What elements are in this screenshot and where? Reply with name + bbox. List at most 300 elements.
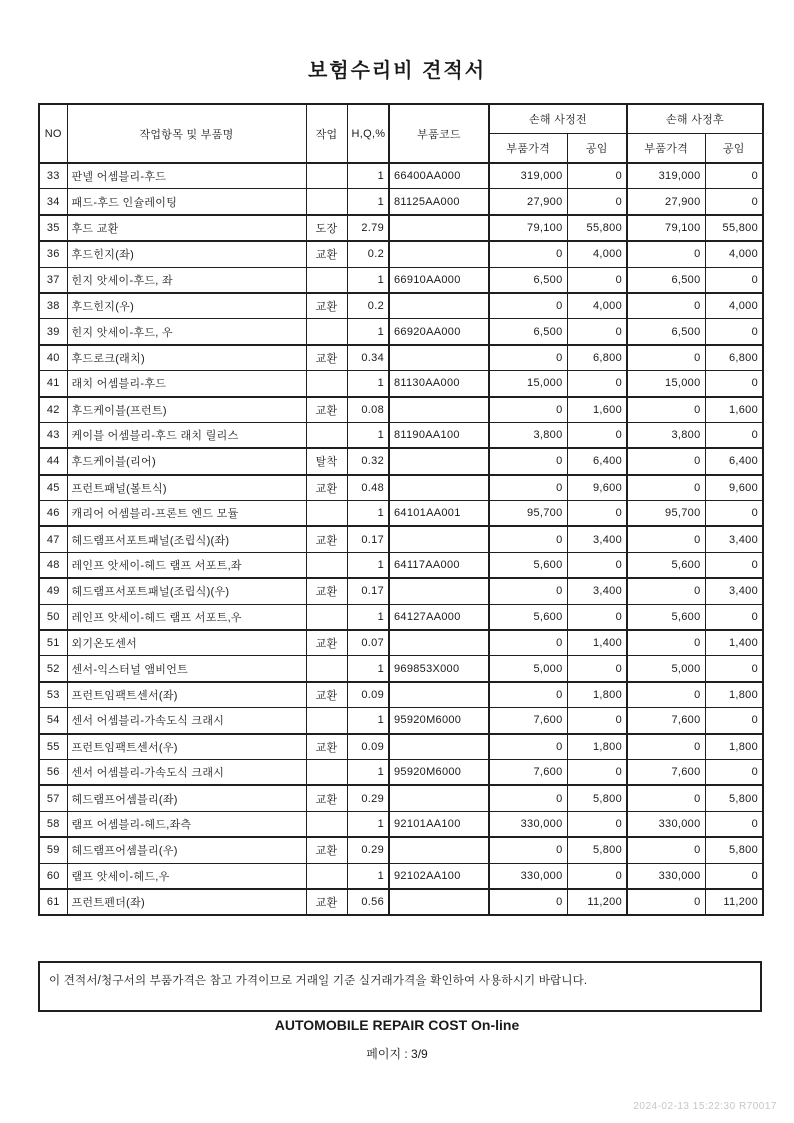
cell-item: 후드 교환 bbox=[67, 215, 306, 241]
cell-after-labor: 0 bbox=[705, 422, 763, 448]
cell-work: 교환 bbox=[306, 889, 347, 915]
table-row bbox=[39, 708, 763, 734]
cell-after-part-price: 79,100 bbox=[627, 215, 705, 241]
cell-before-part-price: 0 bbox=[489, 448, 567, 474]
cell-before-part-price: 0 bbox=[489, 475, 567, 501]
cell-no: 56 bbox=[39, 759, 67, 785]
cell-after-labor: 9,600 bbox=[705, 475, 763, 501]
cell-no: 41 bbox=[39, 371, 67, 397]
cell-no: 60 bbox=[39, 863, 67, 889]
cell-no: 55 bbox=[39, 734, 67, 760]
cell-after-part-price: 0 bbox=[627, 448, 705, 474]
table-row bbox=[39, 682, 763, 708]
cell-before-labor: 1,800 bbox=[567, 682, 627, 708]
cell-before-labor: 0 bbox=[567, 811, 627, 837]
cell-before-labor: 0 bbox=[567, 371, 627, 397]
cell-after-part-price: 0 bbox=[627, 345, 705, 371]
table-row bbox=[39, 319, 763, 345]
cell-after-labor: 3,400 bbox=[705, 526, 763, 552]
cell-after-labor: 0 bbox=[705, 163, 763, 189]
header-after-group: 손해 사정후 bbox=[627, 104, 763, 134]
cell-part-code bbox=[389, 734, 489, 760]
cell-before-labor: 0 bbox=[567, 501, 627, 527]
cell-part-code: 81190AA100 bbox=[389, 422, 489, 448]
cell-after-labor: 0 bbox=[705, 501, 763, 527]
cell-item: 힌지 앗세이-후드, 우 bbox=[67, 319, 306, 345]
cell-work bbox=[306, 759, 347, 785]
cell-before-labor: 5,800 bbox=[567, 837, 627, 863]
cell-part-code: 81130AA000 bbox=[389, 371, 489, 397]
cell-before-part-price: 5,000 bbox=[489, 656, 567, 682]
header-before-part-price: 부품가격 bbox=[489, 134, 567, 164]
cell-before-part-price: 0 bbox=[489, 837, 567, 863]
cell-hq: 1 bbox=[347, 163, 389, 189]
table-row bbox=[39, 759, 763, 785]
cell-before-part-price: 0 bbox=[489, 526, 567, 552]
cell-after-labor: 1,600 bbox=[705, 397, 763, 423]
cell-after-part-price: 0 bbox=[627, 293, 705, 319]
cell-after-labor: 0 bbox=[705, 319, 763, 345]
cell-hq: 1 bbox=[347, 267, 389, 293]
cell-before-labor: 0 bbox=[567, 656, 627, 682]
cell-work: 교환 bbox=[306, 734, 347, 760]
cell-hq: 0.07 bbox=[347, 630, 389, 656]
table-row bbox=[39, 604, 763, 630]
cell-part-code: 64127AA000 bbox=[389, 604, 489, 630]
cell-after-labor: 5,800 bbox=[705, 837, 763, 863]
cell-before-part-price: 0 bbox=[489, 630, 567, 656]
cell-after-labor: 4,000 bbox=[705, 293, 763, 319]
page-number: 페이지 : 3/9 bbox=[366, 1047, 428, 1061]
table-row bbox=[39, 889, 763, 915]
cell-part-code: 92102AA100 bbox=[389, 863, 489, 889]
cell-after-labor: 1,400 bbox=[705, 630, 763, 656]
cell-work: 교환 bbox=[306, 475, 347, 501]
cell-after-labor: 0 bbox=[705, 552, 763, 578]
cell-hq: 1 bbox=[347, 319, 389, 345]
cell-work bbox=[306, 708, 347, 734]
cell-after-part-price: 7,600 bbox=[627, 759, 705, 785]
cell-no: 34 bbox=[39, 189, 67, 215]
cell-before-part-price: 0 bbox=[489, 241, 567, 267]
cell-item: 패드-후드 인슐레이팅 bbox=[67, 189, 306, 215]
cell-no: 43 bbox=[39, 422, 67, 448]
cell-before-labor: 0 bbox=[567, 319, 627, 345]
cell-no: 36 bbox=[39, 241, 67, 267]
cell-after-part-price: 0 bbox=[627, 682, 705, 708]
cell-after-labor: 1,800 bbox=[705, 734, 763, 760]
cell-item: 판넬 어셈블리-후드 bbox=[67, 163, 306, 189]
cell-before-part-price: 5,600 bbox=[489, 552, 567, 578]
cell-work bbox=[306, 267, 347, 293]
cell-item: 헤드램프어셈블리(좌) bbox=[67, 785, 306, 811]
cell-no: 49 bbox=[39, 578, 67, 604]
notice-box bbox=[38, 961, 762, 1012]
cell-item: 프런트펜더(좌) bbox=[67, 889, 306, 915]
cell-after-labor: 0 bbox=[705, 863, 763, 889]
cell-item: 프런트임팩트센서(우) bbox=[67, 734, 306, 760]
cell-before-part-price: 0 bbox=[489, 578, 567, 604]
cell-no: 40 bbox=[39, 345, 67, 371]
cell-part-code bbox=[389, 837, 489, 863]
table-header bbox=[39, 104, 763, 163]
cell-before-labor: 3,400 bbox=[567, 526, 627, 552]
table-row bbox=[39, 215, 763, 241]
cell-no: 33 bbox=[39, 163, 67, 189]
cell-item: 래치 어셈블리-후드 bbox=[67, 371, 306, 397]
cell-work bbox=[306, 604, 347, 630]
cell-after-part-price: 0 bbox=[627, 397, 705, 423]
cell-before-labor: 0 bbox=[567, 163, 627, 189]
table-row bbox=[39, 397, 763, 423]
cell-before-part-price: 7,600 bbox=[489, 759, 567, 785]
cell-no: 45 bbox=[39, 475, 67, 501]
cell-no: 47 bbox=[39, 526, 67, 552]
cell-item: 헤드램프서포트패널(조립식)(좌) bbox=[67, 526, 306, 552]
cell-hq: 2.79 bbox=[347, 215, 389, 241]
cell-item: 후드로크(래치) bbox=[67, 345, 306, 371]
cell-after-labor: 6,400 bbox=[705, 448, 763, 474]
cell-before-labor: 0 bbox=[567, 552, 627, 578]
table-row bbox=[39, 475, 763, 501]
cell-no: 48 bbox=[39, 552, 67, 578]
cell-work: 교환 bbox=[306, 578, 347, 604]
cell-no: 39 bbox=[39, 319, 67, 345]
cell-after-part-price: 0 bbox=[627, 241, 705, 267]
cell-no: 46 bbox=[39, 501, 67, 527]
cell-part-code: 66910AA000 bbox=[389, 267, 489, 293]
estimate-table bbox=[38, 103, 764, 916]
cell-hq: 0.09 bbox=[347, 734, 389, 760]
cell-after-labor: 1,800 bbox=[705, 682, 763, 708]
print-timestamp: 2024-02-13 15:22:30 R70017 bbox=[633, 1101, 777, 1112]
cell-no: 61 bbox=[39, 889, 67, 915]
cell-before-labor: 5,800 bbox=[567, 785, 627, 811]
table-row bbox=[39, 422, 763, 448]
cell-before-labor: 3,400 bbox=[567, 578, 627, 604]
cell-after-part-price: 95,700 bbox=[627, 501, 705, 527]
cell-before-labor: 0 bbox=[567, 189, 627, 215]
table-row bbox=[39, 448, 763, 474]
cell-part-code bbox=[389, 578, 489, 604]
cell-before-part-price: 6,500 bbox=[489, 319, 567, 345]
cell-before-labor: 9,600 bbox=[567, 475, 627, 501]
cell-after-part-price: 0 bbox=[627, 578, 705, 604]
cell-work bbox=[306, 189, 347, 215]
cell-item: 램프 앗세이-헤드,우 bbox=[67, 863, 306, 889]
cell-part-code bbox=[389, 475, 489, 501]
cell-before-labor: 0 bbox=[567, 422, 627, 448]
table-row bbox=[39, 811, 763, 837]
table-row bbox=[39, 241, 763, 267]
table-row bbox=[39, 293, 763, 319]
header-work: 작업 bbox=[306, 104, 347, 163]
cell-part-code bbox=[389, 526, 489, 552]
cell-no: 51 bbox=[39, 630, 67, 656]
cell-part-code bbox=[389, 448, 489, 474]
cell-after-part-price: 0 bbox=[627, 889, 705, 915]
cell-work bbox=[306, 422, 347, 448]
table-row bbox=[39, 630, 763, 656]
cell-no: 42 bbox=[39, 397, 67, 423]
cell-work bbox=[306, 552, 347, 578]
cell-item: 레인프 앗세이-헤드 램프 서포트,우 bbox=[67, 604, 306, 630]
header-item: 작업항목 및 부품명 bbox=[67, 104, 306, 163]
cell-after-part-price: 3,800 bbox=[627, 422, 705, 448]
cell-hq: 0.2 bbox=[347, 241, 389, 267]
table-row bbox=[39, 552, 763, 578]
cell-hq: 0.17 bbox=[347, 578, 389, 604]
cell-hq: 1 bbox=[347, 501, 389, 527]
cell-item: 램프 어셈블리-헤드,좌측 bbox=[67, 811, 306, 837]
cell-work: 교환 bbox=[306, 293, 347, 319]
cell-after-part-price: 5,600 bbox=[627, 552, 705, 578]
cell-after-labor: 11,200 bbox=[705, 889, 763, 915]
header-before-labor: 공임 bbox=[567, 134, 627, 164]
cell-hq: 0.56 bbox=[347, 889, 389, 915]
cell-work: 교환 bbox=[306, 526, 347, 552]
cell-hq: 1 bbox=[347, 759, 389, 785]
table-row bbox=[39, 578, 763, 604]
cell-hq: 1 bbox=[347, 604, 389, 630]
cell-no: 58 bbox=[39, 811, 67, 837]
cell-no: 52 bbox=[39, 656, 67, 682]
cell-work bbox=[306, 656, 347, 682]
cell-before-labor: 0 bbox=[567, 267, 627, 293]
cell-hq: 1 bbox=[347, 863, 389, 889]
notice-text: 이 견적서/청구서의 부품가격은 참고 가격이므로 거래일 기준 실거래가격을 확인하여 사용하시기 바랍니다. bbox=[49, 975, 588, 987]
cell-after-labor: 0 bbox=[705, 656, 763, 682]
cell-after-labor: 0 bbox=[705, 189, 763, 215]
cell-work bbox=[306, 501, 347, 527]
cell-work: 교환 bbox=[306, 682, 347, 708]
cell-before-part-price: 6,500 bbox=[489, 267, 567, 293]
cell-before-labor: 0 bbox=[567, 708, 627, 734]
cell-part-code: 95920M6000 bbox=[389, 759, 489, 785]
cell-hq: 0.29 bbox=[347, 785, 389, 811]
table-row bbox=[39, 163, 763, 189]
cell-hq: 1 bbox=[347, 371, 389, 397]
cell-before-labor: 0 bbox=[567, 863, 627, 889]
cell-before-part-price: 95,700 bbox=[489, 501, 567, 527]
cell-after-part-price: 7,600 bbox=[627, 708, 705, 734]
cell-after-part-price: 0 bbox=[627, 734, 705, 760]
cell-part-code: 95920M6000 bbox=[389, 708, 489, 734]
cell-after-labor: 0 bbox=[705, 811, 763, 837]
cell-after-part-price: 0 bbox=[627, 837, 705, 863]
table-body bbox=[39, 163, 763, 915]
table-row bbox=[39, 656, 763, 682]
table-row bbox=[39, 189, 763, 215]
cell-before-part-price: 0 bbox=[489, 734, 567, 760]
cell-hq: 0.32 bbox=[347, 448, 389, 474]
cell-work bbox=[306, 863, 347, 889]
cell-hq: 0.09 bbox=[347, 682, 389, 708]
cell-part-code: 969853X000 bbox=[389, 656, 489, 682]
table-row bbox=[39, 863, 763, 889]
cell-after-part-price: 15,000 bbox=[627, 371, 705, 397]
cell-after-part-price: 27,900 bbox=[627, 189, 705, 215]
cell-part-code: 64117AA000 bbox=[389, 552, 489, 578]
cell-after-labor: 0 bbox=[705, 371, 763, 397]
cell-part-code bbox=[389, 682, 489, 708]
cell-item: 후드케이블(리어) bbox=[67, 448, 306, 474]
cell-after-part-price: 0 bbox=[627, 785, 705, 811]
brand-text: AUTOMOBILE REPAIR COST On-line bbox=[274, 1017, 520, 1033]
cell-before-part-price: 0 bbox=[489, 889, 567, 915]
cell-before-part-price: 0 bbox=[489, 785, 567, 811]
cell-item: 후드힌지(우) bbox=[67, 293, 306, 319]
cell-hq: 0.2 bbox=[347, 293, 389, 319]
cell-hq: 1 bbox=[347, 708, 389, 734]
cell-work: 교환 bbox=[306, 345, 347, 371]
cell-hq: 0.08 bbox=[347, 397, 389, 423]
cell-no: 37 bbox=[39, 267, 67, 293]
cell-work: 탈착 bbox=[306, 448, 347, 474]
cell-after-labor: 4,000 bbox=[705, 241, 763, 267]
cell-after-part-price: 0 bbox=[627, 475, 705, 501]
cell-before-part-price: 27,900 bbox=[489, 189, 567, 215]
cell-after-labor: 5,800 bbox=[705, 785, 763, 811]
cell-hq: 0.29 bbox=[347, 837, 389, 863]
cell-item: 케이블 어셈블리-후드 래치 릴리스 bbox=[67, 422, 306, 448]
header-part-code: 부품코드 bbox=[389, 104, 489, 163]
cell-work bbox=[306, 319, 347, 345]
cell-no: 38 bbox=[39, 293, 67, 319]
cell-after-labor: 55,800 bbox=[705, 215, 763, 241]
cell-hq: 1 bbox=[347, 422, 389, 448]
cell-item: 후드케이블(프런트) bbox=[67, 397, 306, 423]
header-after-part-price: 부품가격 bbox=[627, 134, 705, 164]
cell-before-labor: 1,800 bbox=[567, 734, 627, 760]
cell-item: 센서-익스터널 앰비언트 bbox=[67, 656, 306, 682]
header-before-group: 손해 사정전 bbox=[489, 104, 627, 134]
cell-no: 53 bbox=[39, 682, 67, 708]
cell-before-part-price: 5,600 bbox=[489, 604, 567, 630]
cell-part-code bbox=[389, 215, 489, 241]
cell-item: 프런트패널(볼트식) bbox=[67, 475, 306, 501]
cell-after-part-price: 330,000 bbox=[627, 863, 705, 889]
cell-after-labor: 0 bbox=[705, 759, 763, 785]
cell-before-labor: 11,200 bbox=[567, 889, 627, 915]
cell-work: 교환 bbox=[306, 630, 347, 656]
cell-before-part-price: 79,100 bbox=[489, 215, 567, 241]
cell-item: 외기온도센서 bbox=[67, 630, 306, 656]
table-row bbox=[39, 345, 763, 371]
cell-no: 54 bbox=[39, 708, 67, 734]
cell-hq: 1 bbox=[347, 656, 389, 682]
cell-before-part-price: 15,000 bbox=[489, 371, 567, 397]
cell-before-labor: 4,000 bbox=[567, 241, 627, 267]
table-row bbox=[39, 785, 763, 811]
cell-after-part-price: 6,500 bbox=[627, 267, 705, 293]
cell-after-part-price: 5,000 bbox=[627, 656, 705, 682]
cell-item: 센서 어셈블리-가속도식 크래시 bbox=[67, 708, 306, 734]
cell-part-code: 66400AA000 bbox=[389, 163, 489, 189]
cell-before-labor: 4,000 bbox=[567, 293, 627, 319]
cell-before-labor: 1,400 bbox=[567, 630, 627, 656]
cell-before-part-price: 319,000 bbox=[489, 163, 567, 189]
page-title: 보험수리비 견적서 bbox=[307, 60, 487, 82]
cell-item: 힌지 앗세이-후드, 좌 bbox=[67, 267, 306, 293]
cell-work: 교환 bbox=[306, 837, 347, 863]
cell-part-code: 66920AA000 bbox=[389, 319, 489, 345]
cell-item: 레인프 앗세이-헤드 램프 서포트,좌 bbox=[67, 552, 306, 578]
cell-before-part-price: 0 bbox=[489, 293, 567, 319]
cell-hq: 0.34 bbox=[347, 345, 389, 371]
cell-work: 교환 bbox=[306, 397, 347, 423]
cell-before-labor: 6,400 bbox=[567, 448, 627, 474]
cell-part-code: 64101AA001 bbox=[389, 501, 489, 527]
cell-item: 센서 어셈블리-가속도식 크래시 bbox=[67, 759, 306, 785]
cell-before-part-price: 0 bbox=[489, 345, 567, 371]
cell-item: 헤드램프서포트패널(조립식)(우) bbox=[67, 578, 306, 604]
cell-part-code: 92101AA100 bbox=[389, 811, 489, 837]
cell-part-code bbox=[389, 293, 489, 319]
cell-before-labor: 55,800 bbox=[567, 215, 627, 241]
cell-before-part-price: 7,600 bbox=[489, 708, 567, 734]
cell-after-part-price: 0 bbox=[627, 630, 705, 656]
cell-part-code bbox=[389, 630, 489, 656]
cell-after-labor: 6,800 bbox=[705, 345, 763, 371]
cell-after-labor: 0 bbox=[705, 267, 763, 293]
cell-item: 캐리어 어셈블리-프론트 엔드 모듈 bbox=[67, 501, 306, 527]
cell-after-labor: 0 bbox=[705, 708, 763, 734]
cell-part-code bbox=[389, 889, 489, 915]
cell-no: 59 bbox=[39, 837, 67, 863]
cell-after-labor: 0 bbox=[705, 604, 763, 630]
cell-after-part-price: 6,500 bbox=[627, 319, 705, 345]
cell-work: 도장 bbox=[306, 215, 347, 241]
cell-no: 35 bbox=[39, 215, 67, 241]
cell-before-labor: 0 bbox=[567, 604, 627, 630]
cell-work: 교환 bbox=[306, 241, 347, 267]
cell-part-code bbox=[389, 345, 489, 371]
cell-part-code bbox=[389, 397, 489, 423]
cell-hq: 0.48 bbox=[347, 475, 389, 501]
cell-work bbox=[306, 371, 347, 397]
cell-before-labor: 1,600 bbox=[567, 397, 627, 423]
table-row bbox=[39, 526, 763, 552]
cell-hq: 1 bbox=[347, 189, 389, 215]
cell-hq: 1 bbox=[347, 811, 389, 837]
cell-work bbox=[306, 163, 347, 189]
cell-after-part-price: 5,600 bbox=[627, 604, 705, 630]
cell-item: 헤드램프어셈블리(우) bbox=[67, 837, 306, 863]
cell-before-labor: 6,800 bbox=[567, 345, 627, 371]
cell-part-code bbox=[389, 785, 489, 811]
header-hq: H,Q,% bbox=[347, 104, 389, 163]
cell-part-code bbox=[389, 241, 489, 267]
cell-item: 프런트임팩트센서(좌) bbox=[67, 682, 306, 708]
cell-after-labor: 3,400 bbox=[705, 578, 763, 604]
cell-before-part-price: 330,000 bbox=[489, 811, 567, 837]
table-row bbox=[39, 371, 763, 397]
cell-hq: 1 bbox=[347, 552, 389, 578]
cell-work bbox=[306, 811, 347, 837]
header-after-labor: 공임 bbox=[705, 134, 763, 164]
table-row bbox=[39, 267, 763, 293]
cell-after-part-price: 0 bbox=[627, 526, 705, 552]
cell-before-part-price: 330,000 bbox=[489, 863, 567, 889]
cell-before-part-price: 0 bbox=[489, 397, 567, 423]
header-no: NO bbox=[39, 104, 67, 163]
cell-item: 후드힌지(좌) bbox=[67, 241, 306, 267]
table-row bbox=[39, 837, 763, 863]
cell-after-part-price: 330,000 bbox=[627, 811, 705, 837]
cell-part-code: 81125AA000 bbox=[389, 189, 489, 215]
cell-no: 50 bbox=[39, 604, 67, 630]
